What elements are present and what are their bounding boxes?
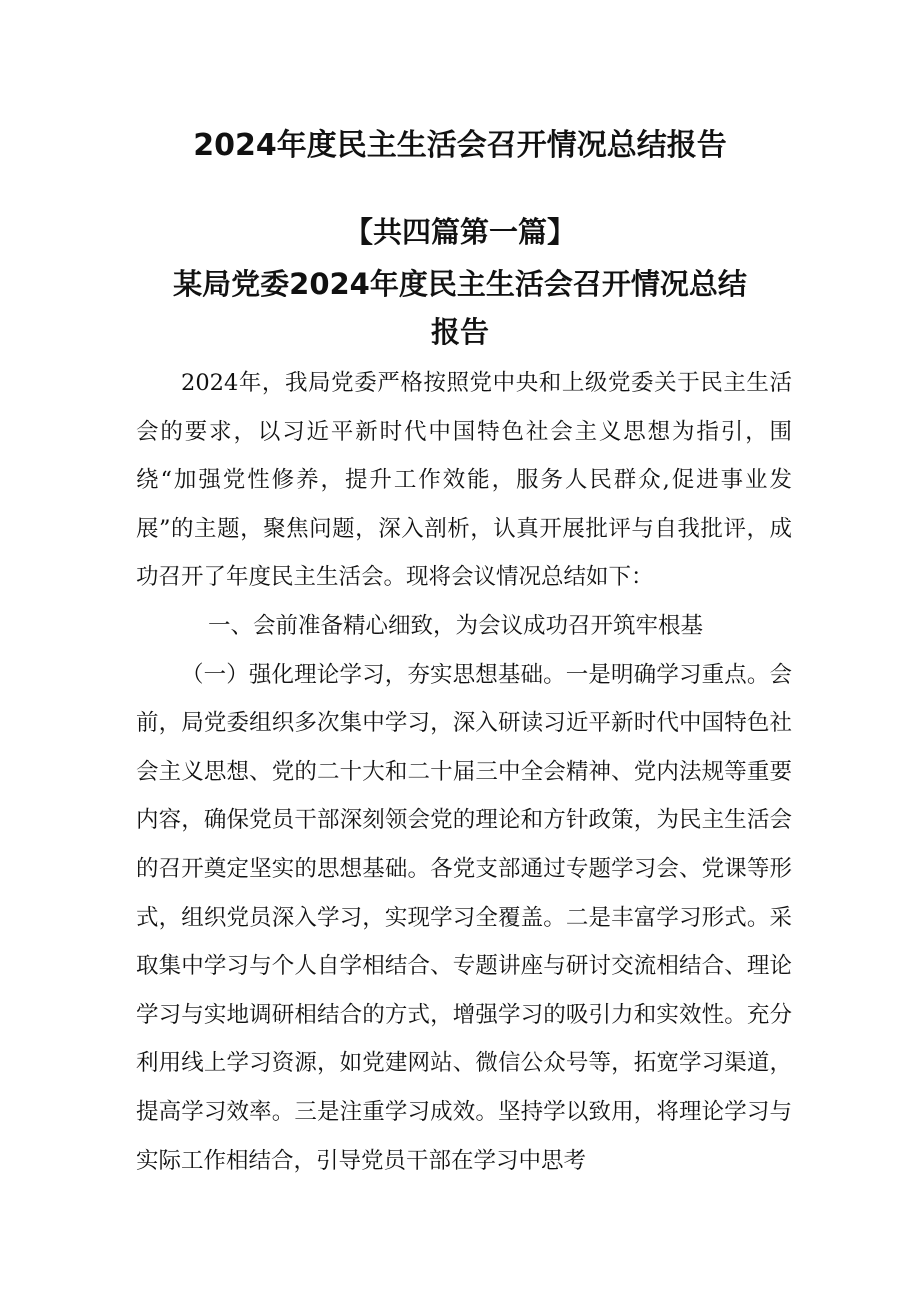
part-indicator: 【共四篇第一篇】 <box>343 215 576 249</box>
report-title-line-2: 报告 <box>430 315 489 349</box>
document-body <box>136 359 792 1185</box>
intro-paragraph: 2024年，我局党委严格按照党中央和上级党委关于民主生活会的要求，以习近平新时代中国特色社会主义思想为指引，围绕“加强党性修养，提升工作效能，服务人民群众,促进事业发展”的主题，聚焦问题，深入剖析，认真开展批评与自我批评，成功召开了年度民主生活会。现将会议情况总结如下： <box>136 370 792 591</box>
report-title-line-1: 某局党委2024年度民主生活会召开情况总结 <box>173 267 747 301</box>
document-title: 2024年度民主生活会召开情况总结报告 <box>193 128 727 163</box>
section-heading-1: 一、会前准备精心细致，为会议成功召开筑牢根基 <box>208 612 704 639</box>
body-paragraph: （一）强化理论学习，夯实思想基础。一是明确学习重点。会前，局党委组织多次集中学习，深入研读习近平新时代中国特色社会主义思想、党的二十大和二十届三中全会精神、党内法规等重要内容，确保党员干部深刻领会党的理论和方针政策，为民主生活会的召开奠定坚实的思想基础。各党支部通过专题学习会、党课等形式，组织党员深入学习，实现学习全覆盖。二是丰富学习形式。采取集中学习与个人自学相结合、专题讲座与研讨交流相结合、理论学习与实地调研相结合的方式，增强学习的吸引力和实效性。充分利用线上学习资源，如党建网站、微信公众号等，拓宽学习渠道，提高学习效率。三是注重学习成效。坚持学以致用，将理论学习与实际工作相结合，引导党员干部在学习中思考 <box>136 661 792 1174</box>
